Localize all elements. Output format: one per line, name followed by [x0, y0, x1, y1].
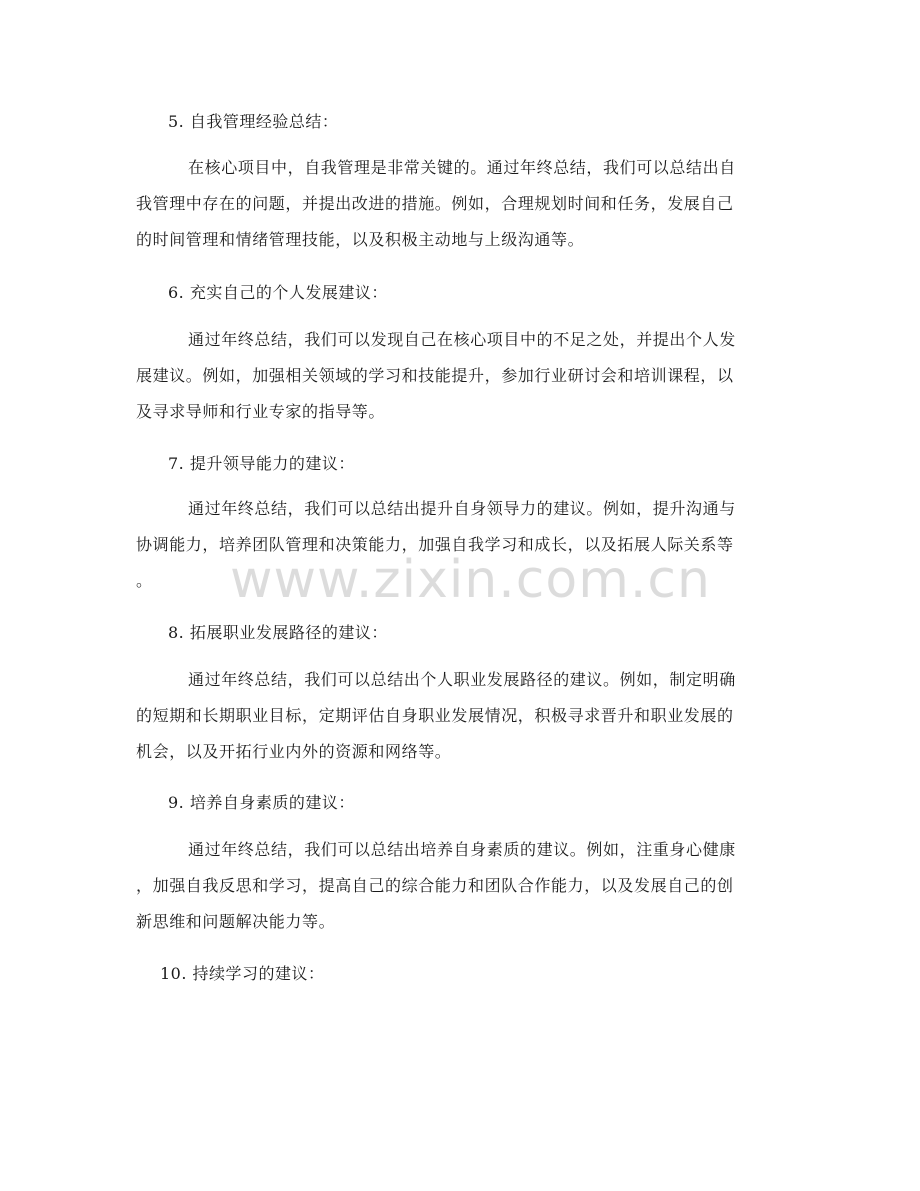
section-5-paragraph	[136, 150, 796, 258]
paragraph-line: ，加强自我反思和学习，提高自己的综合能力和团队合作能力，以及发展自己的创	[136, 876, 734, 895]
paragraph-line: 。	[136, 571, 153, 590]
section-5-heading: 5. 自我管理经验总结：	[168, 112, 339, 131]
paragraph-line: 的短期和长期职业目标，定期评估自身职业发展情况，积极寻求晋升和职业发展的	[136, 706, 734, 725]
section-6-heading: 6. 充实自己的个人发展建议：	[168, 283, 388, 302]
paragraph-line: 新思维和问题解决能力等。	[136, 912, 336, 931]
paragraph-line: 的时间管理和情绪管理技能，以及积极主动地与上级沟通等。	[136, 230, 585, 249]
section-9-paragraph	[136, 832, 796, 940]
paragraph-line: 在核心项目中，自我管理是非常关键的。通过年终总结，我们可以总结出自	[188, 158, 736, 177]
paragraph-line: 展建议。例如，加强相关领域的学习和技能提升，参加行业研讨会和培训课程，以	[136, 366, 734, 385]
section-6-paragraph	[136, 322, 796, 430]
paragraph-line: 及寻求导师和行业专家的指导等。	[136, 402, 386, 421]
paragraph-line: 通过年终总结，我们可以总结出个人职业发展路径的建议。例如，制定明确	[188, 670, 736, 689]
section-9-heading: 9. 培养自身素质的建议：	[168, 793, 355, 812]
paragraph-line: 通过年终总结，我们可以发现自己在核心项目中的不足之处，并提出个人发	[188, 330, 736, 349]
paragraph-line: 我管理中存在的问题，并提出改进的措施。例如，合理规划时间和任务，发展自己	[136, 194, 734, 213]
section-7-heading: 7. 提升领导能力的建议：	[168, 454, 355, 473]
section-10-heading: 10. 持续学习的建议：	[160, 964, 325, 983]
paragraph-line: 通过年终总结，我们可以总结出培养自身素质的建议。例如，注重身心健康	[188, 840, 736, 859]
paragraph-line: 机会，以及开拓行业内外的资源和网络等。	[136, 742, 452, 761]
paragraph-line: 协调能力，培养团队管理和决策能力，加强自我学习和成长，以及拓展人际关系等	[136, 535, 734, 554]
paragraph-line: 通过年终总结，我们可以总结出提升自身领导力的建议。例如，提升沟通与	[188, 499, 736, 518]
section-8-heading: 8. 拓展职业发展路径的建议：	[168, 623, 388, 642]
section-8-paragraph	[136, 662, 796, 770]
watermark-text: www.zixin.com.cn	[230, 550, 711, 610]
